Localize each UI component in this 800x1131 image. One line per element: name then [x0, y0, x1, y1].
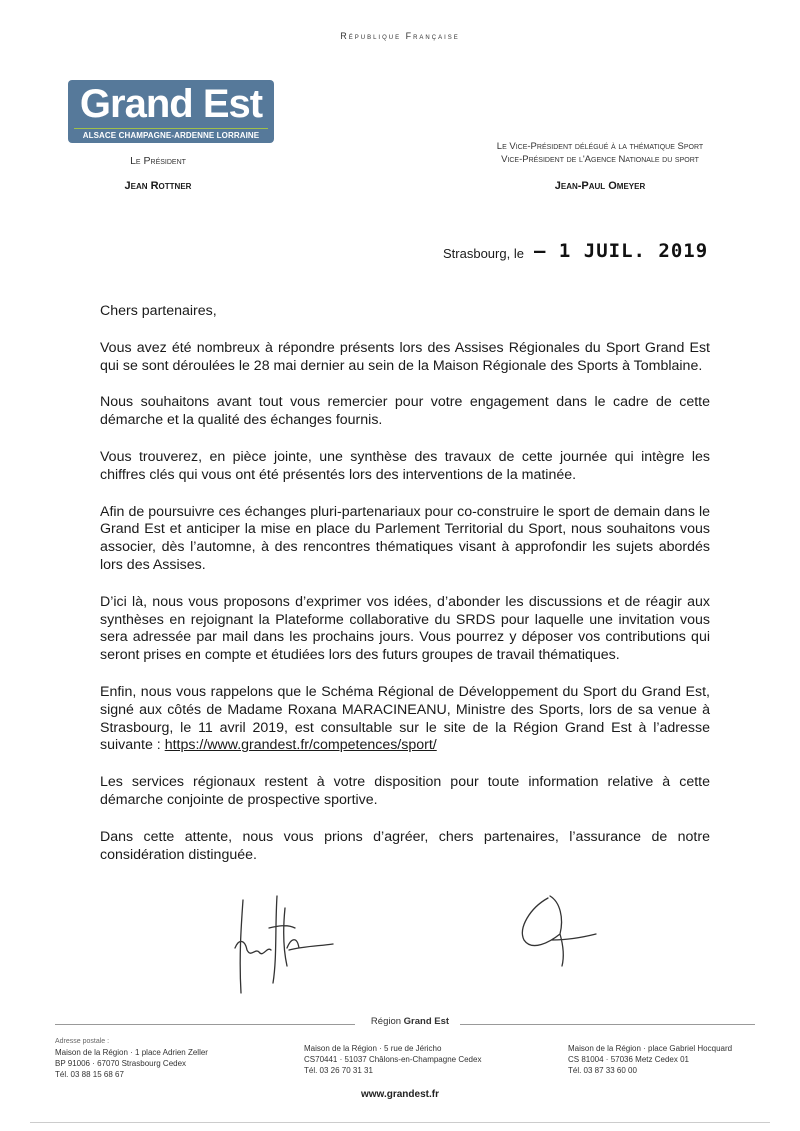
grand-est-logo — [68, 80, 274, 143]
signature-jean-rottner — [225, 888, 335, 1003]
paragraph-2: Nous souhaitons avant tout vous remercier pour votre engagement dans le cadre de cette démarche et la qualité des échanges fournis. — [100, 394, 710, 429]
address-line: CS70441 · 51037 Châlons-en-Champagne Cedex — [304, 1055, 482, 1064]
sport-link[interactable]: https://www.grandest.fr/competences/sport/ — [164, 737, 437, 754]
paragraph-8: Dans cette attente, nous vous prions d’agréer, chers partenaires, l’assurance de notre considération distinguée. — [100, 828, 710, 863]
postal-address-label: Adresse postale : — [55, 1038, 110, 1045]
address-line: Maison de la Région · 1 place Adrien Zeller — [55, 1048, 208, 1057]
president-title: Le Président — [130, 155, 186, 167]
footer-region — [360, 1016, 460, 1027]
footer-region-name: Grand Est — [403, 1016, 450, 1027]
paragraph-7: Les services régionaux restent à votre disposition pour toute information relative à cette démarche conjointe de prospective sportive. — [100, 774, 710, 808]
phone-line: Tél. 03 26 70 31 31 — [304, 1066, 373, 1075]
republic-heading: République Française — [340, 31, 460, 41]
paragraph-5: D’ici là, nous vous proposons d’exprimer vos idées, d’abonder les discussions et de réagir aux synthèses en rejoignant la Plateforme collaborative du SRDS pour laquelle une invitation vous sera adressée par mail dans les prochains jours. Vous pourrez y déposer vos contributions qui seront prises en compte et étudiées lors des futurs groupes de travail thématiques. — [100, 593, 710, 664]
signature-jean-paul-omeyer — [510, 888, 605, 968]
bottom-rule — [30, 1122, 770, 1123]
date-prefix: Strasbourg, le — [443, 246, 524, 261]
phone-line: Tél. 03 88 15 68 67 — [55, 1070, 124, 1079]
logo-subtitle: ALSACE CHAMPAGNE-ARDENNE LORRAINE — [82, 131, 260, 140]
footer-address-strasbourg — [55, 1036, 208, 1080]
paragraph-1: Vous avez été nombreux à répondre présents lors des Assises Régionales du Sport Grand Est qui se sont déroulées le 28 mai dernier au sein de la Maison Régionale des Sports à Tomblaine. — [100, 339, 710, 374]
letter-body — [100, 303, 710, 883]
footer-rule-left — [55, 1024, 355, 1025]
logo-accent-bar — [74, 128, 268, 129]
footer-rule-right — [455, 1024, 755, 1025]
president-name: Jean Rottner — [124, 180, 192, 192]
address-line: Maison de la Région · place Gabriel Hocquard — [568, 1044, 733, 1053]
vice-president-title-2: Vice-Président de l'Agence Nationale du sport — [501, 154, 699, 165]
address-line: CS 81004 · 57036 Metz Cedex 01 — [568, 1055, 689, 1064]
paragraph-4: Afin de poursuivre ces échanges pluri-partenariaux pour co-construire le sport de demain dans le Grand Est et anticiper la mise en place du Parlement Territorial du Sport, nous souhaitons vous associer, dès l’automne, à des rencontres thématiques visant à approfondir les sujets abordés lors des Assises. — [100, 503, 710, 573]
date-stamp: – 1 JUIL. 2019 — [534, 240, 709, 262]
footer-address-metz — [568, 1043, 732, 1076]
paragraph-3: Vous trouverez, en pièce jointe, une synthèse des travaux de cette journée qui intègre les chiffres clés qui vous ont été présentés lors des interventions de la matinée. — [100, 448, 710, 483]
logo-wordmark: Grand Est — [79, 82, 263, 126]
footer-region-prefix: Région — [370, 1016, 402, 1027]
vice-president-name: Jean-Paul Omeyer — [554, 180, 646, 192]
paragraph-6 — [100, 684, 710, 755]
footer-website[interactable]: www.grandest.fr — [361, 1089, 439, 1100]
phone-line: Tél. 03 87 33 60 00 — [568, 1066, 637, 1075]
address-line: BP 91006 · 67070 Strasbourg Cedex — [55, 1059, 187, 1068]
vice-president-title-1: Le Vice-Président délégué à la thématique Sport — [496, 141, 704, 152]
address-line: Maison de la Région · 5 rue de Jéricho — [304, 1044, 442, 1053]
footer-address-chalons — [304, 1043, 481, 1076]
salutation: Chers partenaires, — [100, 303, 217, 319]
paragraph-6-text: Enfin, nous vous rappelons que le Schéma Régional de Développement du Sport du Grand Est, signé aux côtés de Madame Roxana MARACINEANU, Ministre des Sports, lors de sa venue à Strasbourg, le 11 avril 2019, est consultable sur le site de la Région Grand Est à l’adresse suivante : — [100, 683, 710, 754]
